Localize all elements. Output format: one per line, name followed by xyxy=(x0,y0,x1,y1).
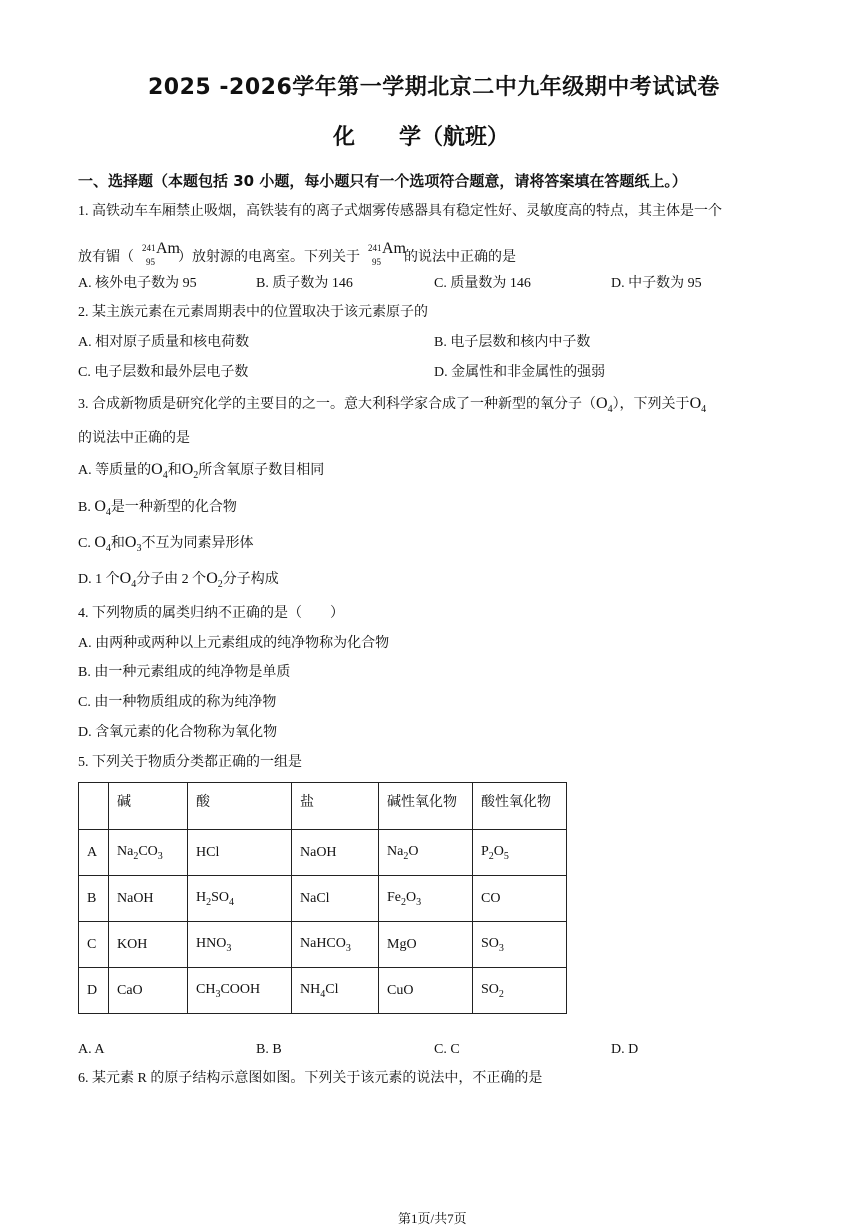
table-cell: C xyxy=(79,922,109,968)
table-header-row xyxy=(79,783,567,830)
table-header-cell: 酸 xyxy=(188,783,292,830)
q3-line1-a: 3. 合成新物质是研究化学的主要目的之一。意大利科学家合成了一种新型的氧分子（ xyxy=(78,397,596,412)
table-cell: $SO_2$ xyxy=(473,968,567,1014)
table-row xyxy=(79,876,567,922)
table-cell: $Na_2CO_3$ xyxy=(109,830,188,876)
formula-o2: $O_2$ xyxy=(181,461,199,482)
isotope-mass: 241 xyxy=(142,243,156,253)
table-cell: $P_2O_5$ xyxy=(473,830,567,876)
q1-option-d: D. 中子数为 95 xyxy=(611,276,702,291)
q4-option-d: D. 含氧元素的化合物称为氧化物 xyxy=(78,725,278,740)
formula-o4: $O_4$ xyxy=(94,498,111,519)
q3-line1 xyxy=(78,395,706,419)
q1-line2-b: ）放射源的电离室。下列关于 xyxy=(178,250,360,265)
page-number: 第1页/共7页 xyxy=(398,1211,467,1226)
q2-option-d: D. 金属性和非金属性的强弱 xyxy=(434,365,606,380)
table-cell: NaOH xyxy=(109,876,188,922)
q5-option-a: A. A xyxy=(78,1042,105,1057)
table-cell: KOH xyxy=(109,922,188,968)
formula-o3: $O_3$ xyxy=(124,534,142,555)
q3-line2: 的说法中正确的是 xyxy=(78,431,190,446)
table-cell: CaO xyxy=(109,968,188,1014)
table-cell: B xyxy=(79,876,109,922)
table-cell: $CH_3COOH$ xyxy=(188,968,292,1014)
q3-option-d: D. 1 个$O_4$分子由 2 个$O_2$分子构成 xyxy=(78,570,279,591)
formula-o4: $O_4$ xyxy=(151,461,168,482)
table-row xyxy=(79,968,567,1014)
q5-option-c: C. C xyxy=(434,1042,460,1057)
isotope-symbol: Am xyxy=(382,240,406,257)
q1-option-a: A. 核外电子数为 95 xyxy=(78,276,197,291)
table-cell: CO xyxy=(473,876,567,922)
q3-option-a: A. 等质量的$O_4$和$O_2$所含氧原子数目相同 xyxy=(78,461,325,482)
table-row xyxy=(79,830,567,876)
q2-option-b: B. 电子层数和核内中子数 xyxy=(434,335,591,350)
isotope-number: 95 xyxy=(372,257,381,267)
formula-o4: $O_4$ xyxy=(119,570,137,591)
table-cell: CuO xyxy=(379,968,473,1014)
q1-option-b: B. 质子数为 146 xyxy=(256,276,353,291)
isotope-am241 xyxy=(134,240,180,267)
table-row xyxy=(79,922,567,968)
q1-line1: 1. 高铁动车车厢禁止吸烟，高铁装有的离子式烟雾传感器具有稳定性好、灵敏度高的特点，其主体是一个 xyxy=(78,204,722,219)
isotope-am241 xyxy=(360,240,406,267)
q2-option-c: C. 电子层数和最外层电子数 xyxy=(78,365,249,380)
q3-line1-b: ），下列关于 xyxy=(612,397,690,412)
table-cell: NaHCO$_3$ xyxy=(292,922,379,968)
formula-o4: $O_4$ xyxy=(94,534,111,555)
table-header-cell: 碱性氧化物 xyxy=(379,783,473,830)
table-cell: $SO_3$ xyxy=(473,922,567,968)
q4-option-b: B. 由一种元素组成的纯净物是单质 xyxy=(78,665,291,680)
q3-option-c: C. $O_4$和$O_3$不互为同素异形体 xyxy=(78,534,254,555)
table-cell: $Fe_2O_3$ xyxy=(379,876,473,922)
table-header-cell: 酸性氧化物 xyxy=(473,783,567,830)
table-cell: $NH_4Cl$ xyxy=(292,968,379,1014)
q1-line2-c: 的说法中正确的是 xyxy=(404,250,516,265)
table-cell: NaCl xyxy=(292,876,379,922)
q6-stem: 6. 某元素 R 的原子结构示意图如图。下列关于该元素的说法中，不正确的是 xyxy=(78,1071,543,1086)
q4-option-a: A. 由两种或两种以上元素组成的纯净物称为化合物 xyxy=(78,636,390,651)
q3-option-b: B. $O_4$是一种新型的化合物 xyxy=(78,498,237,519)
table-cell: $H_2SO_4$ xyxy=(188,876,292,922)
table-header-cell xyxy=(79,783,109,830)
formula-o2: $O_2$ xyxy=(206,570,223,591)
q5-option-b: B. B xyxy=(256,1042,282,1057)
q1-option-c: C. 质量数为 146 xyxy=(434,276,531,291)
table-cell: D xyxy=(79,968,109,1014)
formula-o4: $O_4$ xyxy=(596,395,613,416)
table-header-cell: 盐 xyxy=(292,783,379,830)
table-cell: $HNO_3$ xyxy=(188,922,292,968)
exam-title: 2025 -2026学年第一学期北京二中九年级期中考试试卷 xyxy=(148,75,720,100)
table-cell: NaOH xyxy=(292,830,379,876)
q5-option-d: D. D xyxy=(611,1042,639,1057)
isotope-number: 95 xyxy=(146,257,155,267)
table-cell: A xyxy=(79,830,109,876)
table-header-cell: 碱 xyxy=(109,783,188,830)
isotope-mass: 241 xyxy=(368,243,382,253)
formula-o4: $O_4$ xyxy=(689,395,707,416)
q4-stem: 4. 下列物质的属类归纳不正确的是（ ） xyxy=(78,606,344,621)
table-cell: $Na_2O$ xyxy=(379,830,473,876)
q4-option-c: C. 由一种物质组成的称为纯净物 xyxy=(78,695,277,710)
q2-option-a: A. 相对原子质量和核电荷数 xyxy=(78,335,250,350)
table-cell: HCl xyxy=(188,830,292,876)
q5-stem: 5. 下列关于物质分类都正确的一组是 xyxy=(78,755,302,770)
section-heading: 一、选择题（本题包括 30 小题，每小题只有一个选项符合题意，请将答案填在答题纸上。） xyxy=(78,172,687,190)
q1-line2-a: 放有镅（ xyxy=(78,250,134,265)
classification-table xyxy=(78,782,567,1014)
q1-line2 xyxy=(78,240,516,267)
table-cell: MgO xyxy=(379,922,473,968)
exam-subtitle: 化 学（航班） xyxy=(333,125,510,150)
q2-stem: 2. 某主族元素在元素周期表中的位置取决于该元素原子的 xyxy=(78,305,428,320)
isotope-symbol: Am xyxy=(156,240,180,257)
